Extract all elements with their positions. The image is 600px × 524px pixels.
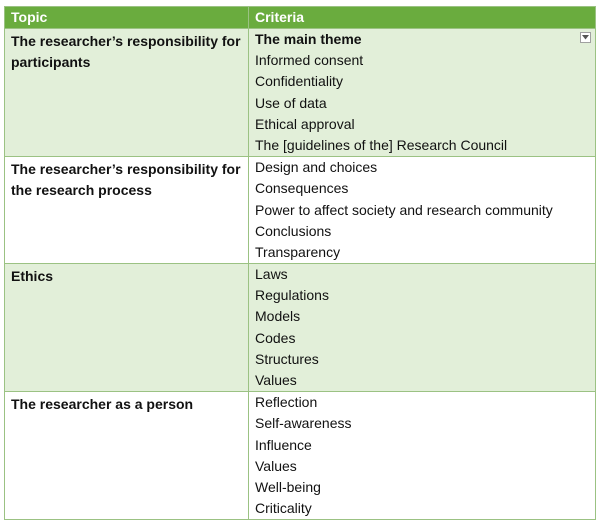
header-topic: Topic [5,7,249,29]
criteria-item: Use of data [255,94,327,111]
table-row [5,392,596,520]
table-row [5,264,596,392]
table-header-row [5,7,596,29]
criteria-item: Regulations [255,287,329,304]
criteria-item: Transparency [255,243,341,260]
criteria-item: Values [255,372,297,388]
criteria-item: Laws [255,266,288,283]
topic-cell: The researcher as a person [5,392,249,520]
table-row [5,29,596,157]
topic-cell: The researcher’s responsibility for participants [5,29,249,157]
chevron-down-icon[interactable] [580,32,591,43]
criteria-item: Self-awareness [255,415,352,432]
criteria-item: Structures [255,350,319,367]
topic-cell: The researcher’s responsibility for the research process [5,157,249,264]
criteria-table [4,6,596,520]
header-criteria: Criteria [249,7,596,29]
table-row [5,157,596,264]
criteria-item: Reflection [255,394,318,411]
criteria-item: Consequences [255,180,349,197]
criteria-item: Criticality [255,500,312,517]
criteria-cell [249,264,596,392]
criteria-cell [249,29,596,157]
criteria-item: Confidentiality [255,73,343,90]
criteria-item: Power to affect society and research community [255,201,553,218]
criteria-item: Codes [255,329,296,346]
criteria-item: Design and choices [255,159,378,176]
criteria-item: Values [255,457,297,474]
criteria-item: The main theme [255,31,362,47]
criteria-item: Influence [255,436,312,453]
criteria-item: Informed consent [255,52,364,69]
criteria-item: The [guidelines of the] Research Council [255,136,508,153]
criteria-item: Conclusions [255,222,332,239]
criteria-cell [249,392,596,520]
criteria-cell [249,157,596,264]
topic-cell: Ethics [5,264,249,392]
criteria-item: Ethical approval [255,115,355,132]
criteria-item: Models [255,308,301,325]
criteria-item: Well-being [255,478,321,495]
